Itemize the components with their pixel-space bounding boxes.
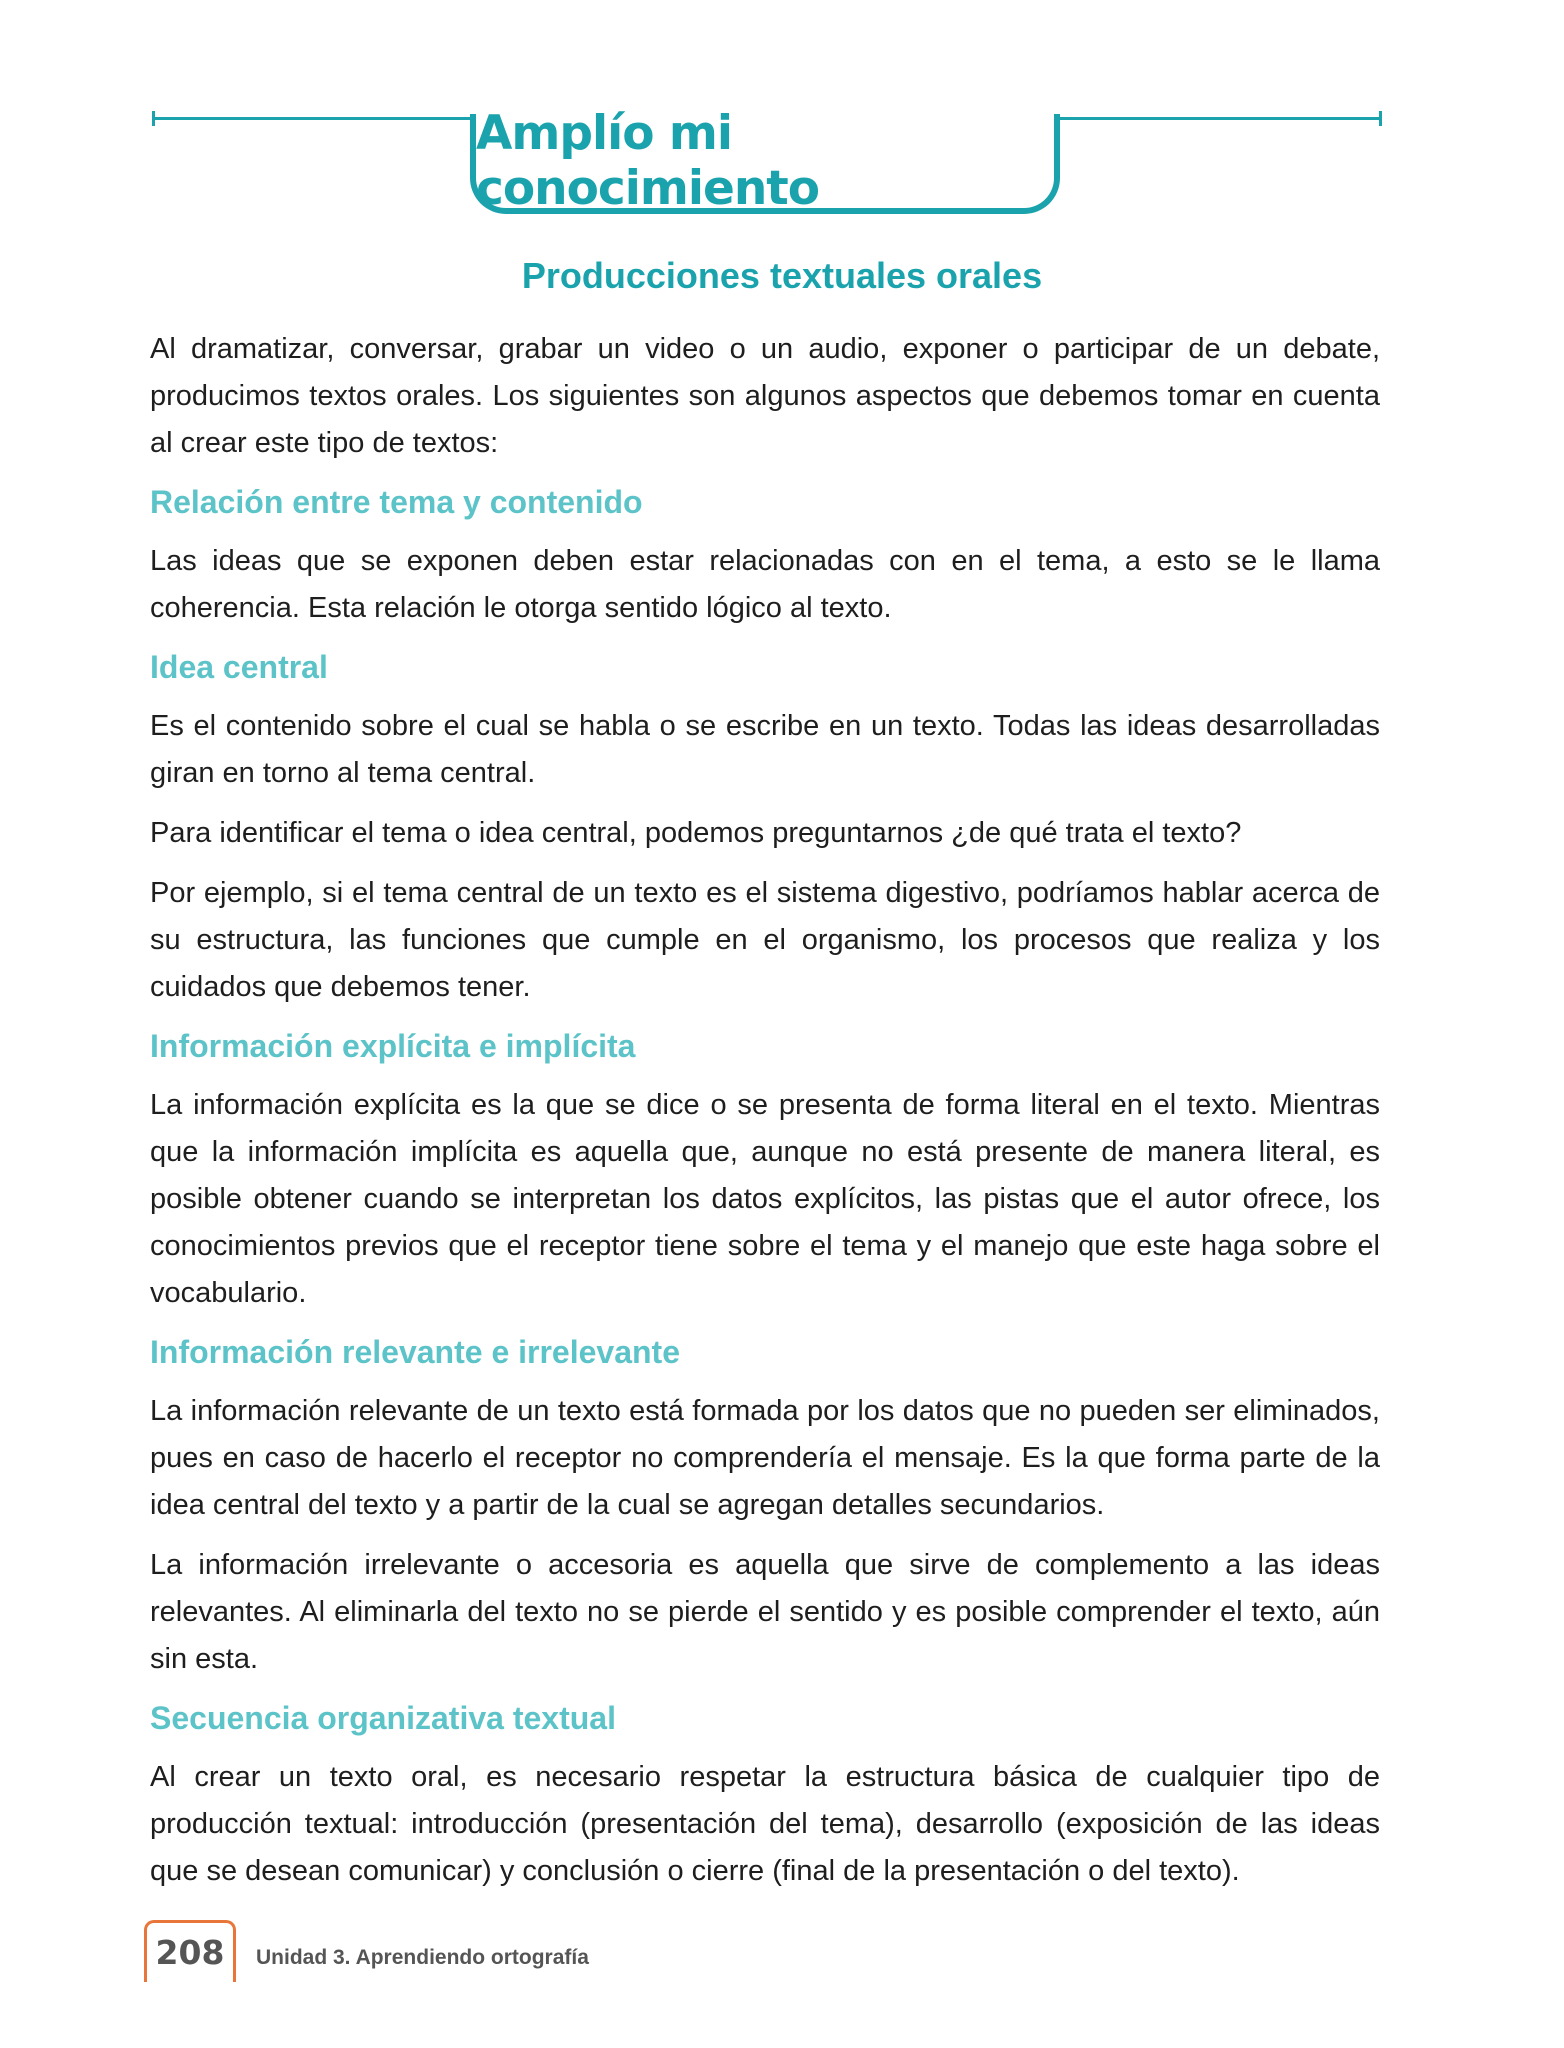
section-paragraph: La información irrelevante o accesoria es aquella que sirve de complemento a las ideas relevantes. Al eliminarla del texto no se pierde el sentido y es posible comprender el texto, aún sin esta. xyxy=(150,1549,1380,1675)
section-paragraph: Las ideas que se exponen deben estar relacionadas con en el tema, a esto se le llama coherencia. Esta relación le otorga sentido lógico al texto. xyxy=(150,545,1380,624)
section-heading-relevante-irrelevante: Información relevante e irrelevante xyxy=(150,1334,680,1370)
unit-label: Unidad 3. Aprendiendo ortografía xyxy=(256,1946,589,1969)
header-rule-tick-left xyxy=(152,111,155,126)
page-title: Amplío mi conocimiento xyxy=(476,106,820,216)
section-heading-relacion: Relación entre tema y contenido xyxy=(150,484,643,520)
section-heading-secuencia: Secuencia organizativa textual xyxy=(150,1700,616,1736)
intro-paragraph: Al dramatizar, conversar, grabar un video o un audio, exponer o participar de un debate, producimos textos orales. Los siguientes son algunos aspectos que debemos tomar en cuenta al crear este tipo de textos: xyxy=(150,333,1380,459)
section-paragraph: La información explícita es la que se dice o se presenta de forma literal en el texto. Mientras que la información implícita es aquella que, aunque no está presente de manera literal, es posible obtener cuando se interpretan los datos explícitos, las pistas que el autor ofrece, los conocimientos previos que el receptor tiene sobre el tema y el manejo que este haga sobre el vocabulario. xyxy=(150,1089,1380,1309)
section-paragraph: Para identificar el tema o idea central, podemos preguntarnos ¿de qué trata el texto? xyxy=(150,817,1242,849)
page-subtitle: Producciones textuales orales xyxy=(521,255,1043,296)
main-content xyxy=(150,326,1380,1908)
section-heading-explicita-implicita: Información explícita e implícita xyxy=(150,1028,636,1064)
section-paragraph: La información relevante de un texto está formada por los datos que no pueden ser eliminados, pues en caso de hacerlo el receptor no comprendería el mensaje. Es la que forma parte de la idea central del texto y a partir de la cual se agregan detalles secundarios. xyxy=(150,1395,1380,1521)
title-banner xyxy=(470,106,1060,216)
page-number: 208 xyxy=(144,1920,236,1982)
section-paragraph: Es el contenido sobre el cual se habla o se escribe en un texto. Todas las ideas desarrolladas giran en torno al tema central. xyxy=(150,710,1380,789)
header-rule-tick-right xyxy=(1379,111,1382,126)
section-heading-idea-central: Idea central xyxy=(150,649,328,685)
section-paragraph: Por ejemplo, si el tema central de un texto es el sistema digestivo, podríamos hablar acerca de su estructura, las funciones que cumple en el organismo, los procesos que realiza y los cuidados que debemos tener. xyxy=(150,877,1380,1003)
section-paragraph: Al crear un texto oral, es necesario respetar la estructura básica de cualquier tipo de producción textual: introducción (presentación del tema), desarrollo (exposición de las ideas que se desean comunicar) y conclusión o cierre (final de la presentación o del texto). xyxy=(150,1761,1380,1887)
